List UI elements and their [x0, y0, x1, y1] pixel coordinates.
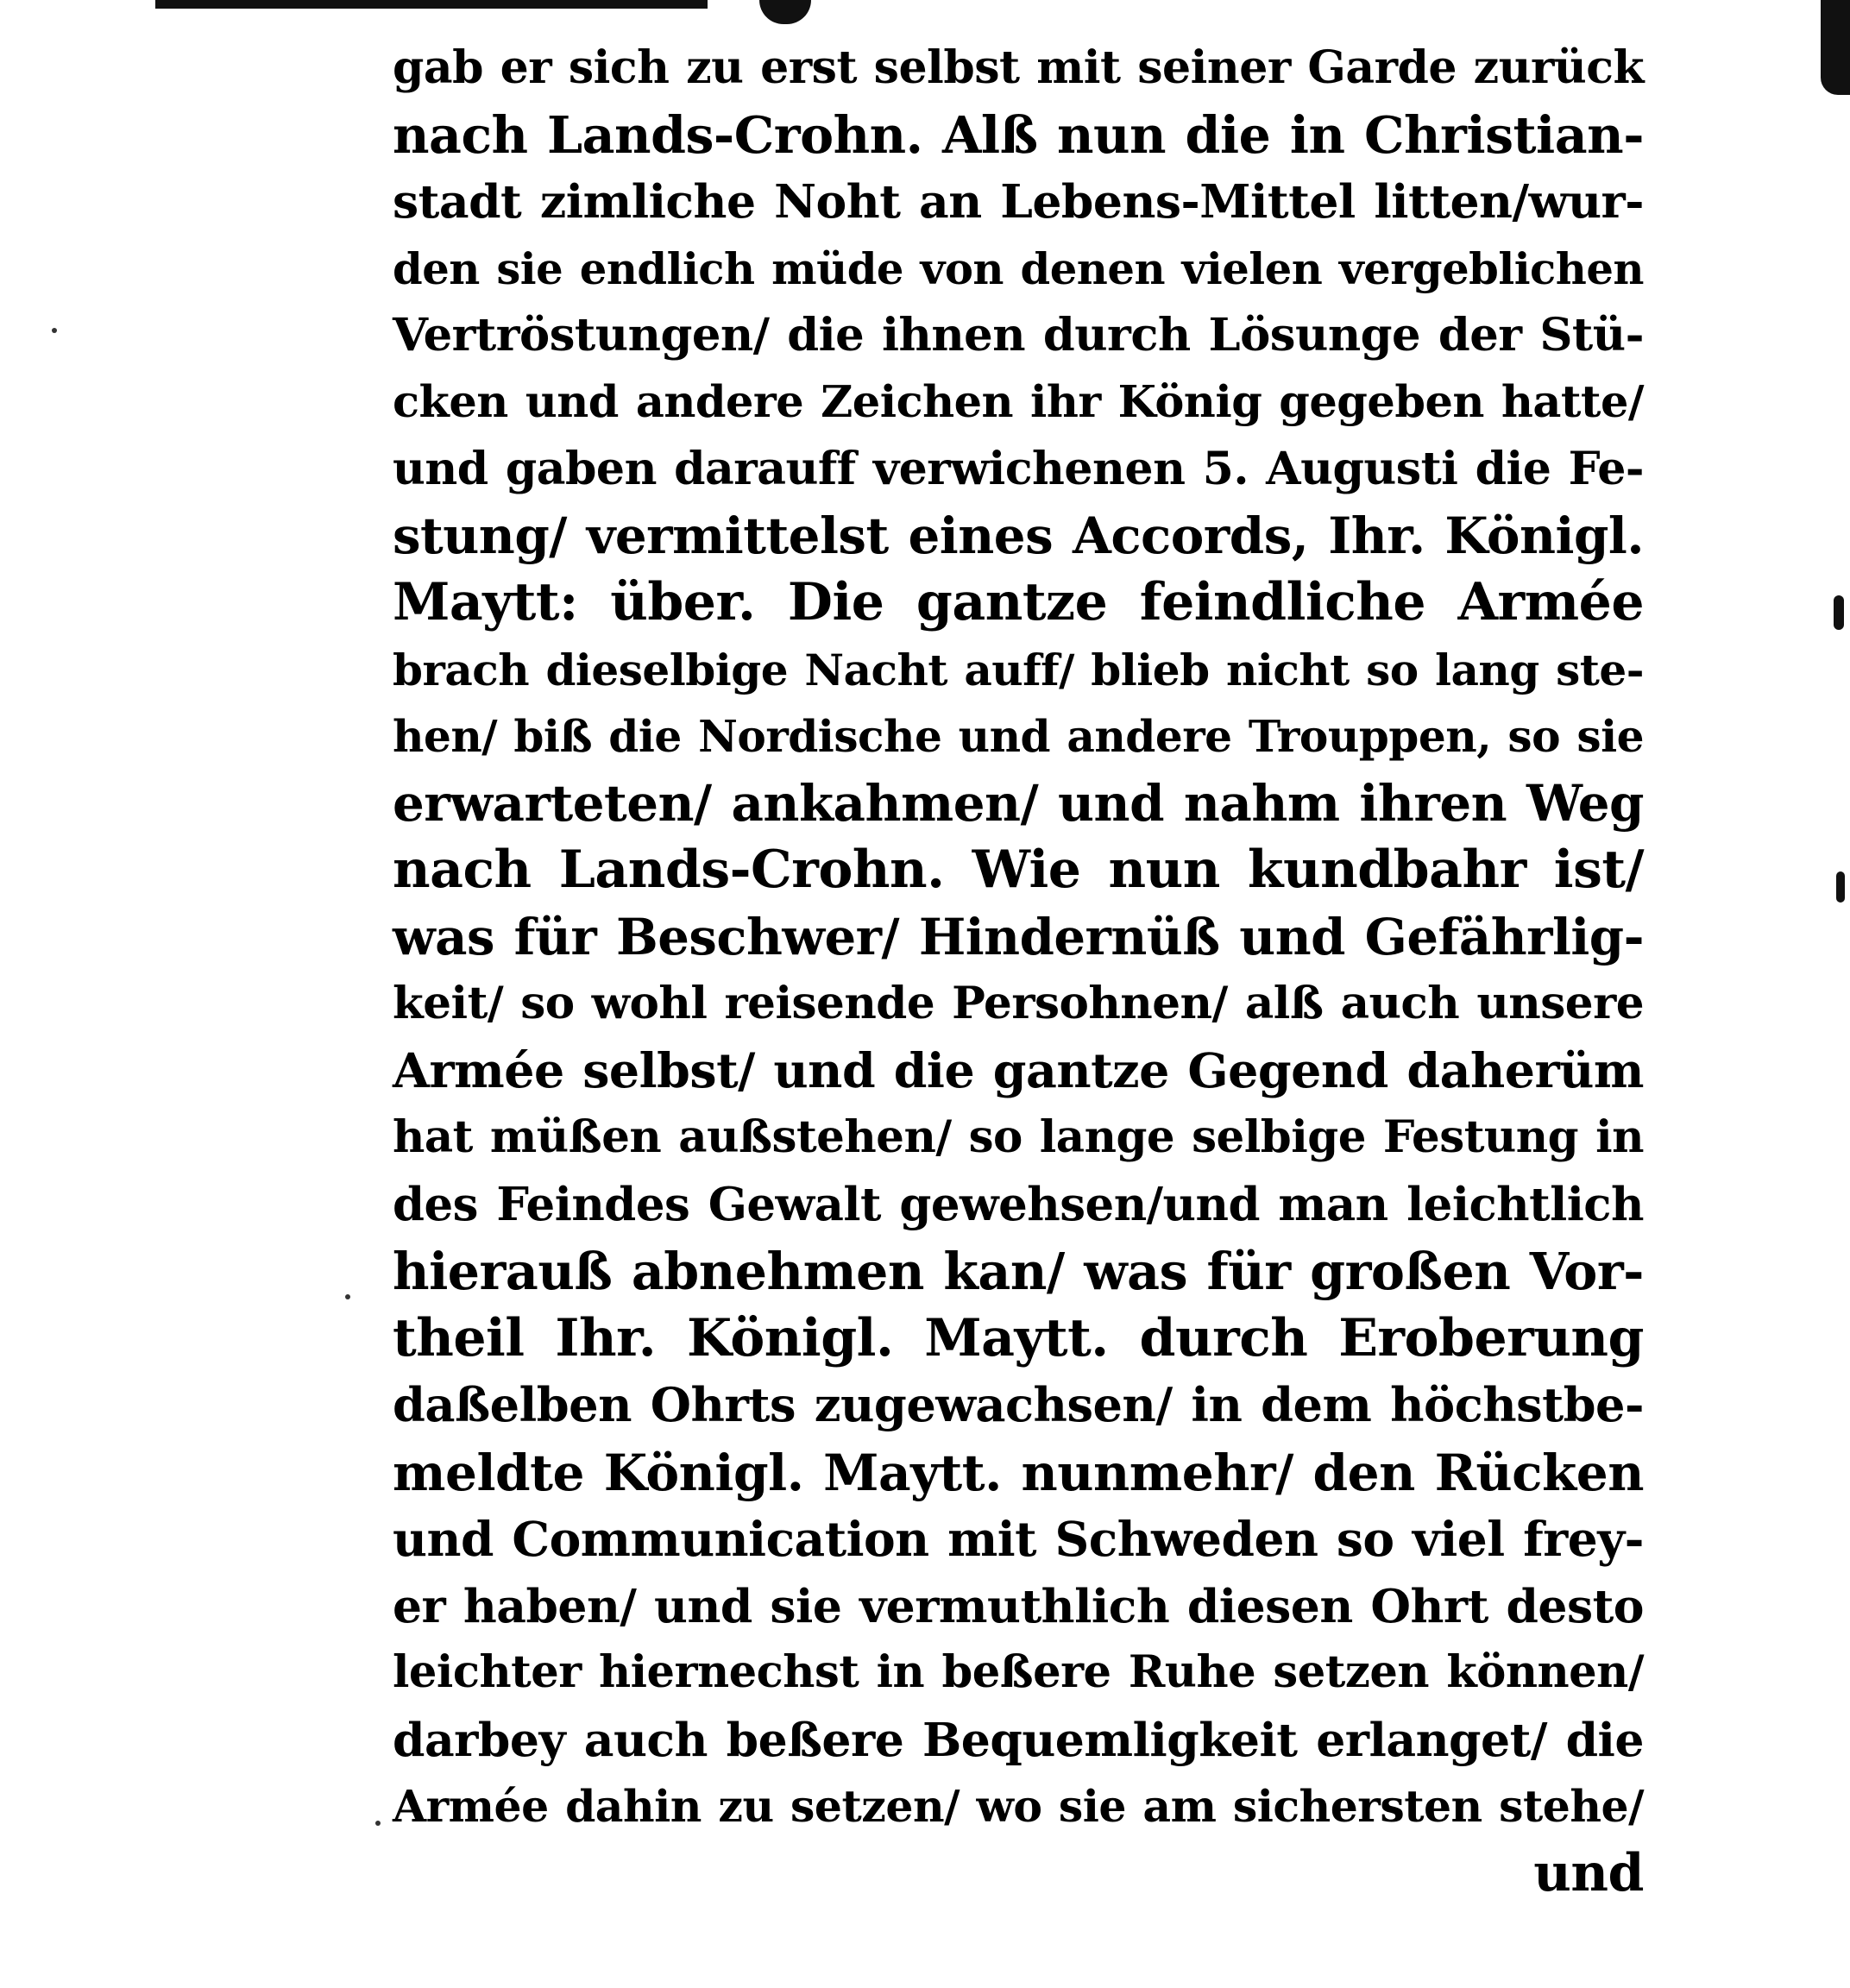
- text-line: darbey auch beßere Bequemligkeit erlanget/ die: [393, 1712, 1644, 1767]
- speck: [375, 1821, 381, 1826]
- text-line: meldte Königl. Maytt. nunmehr/ den Rücken: [393, 1442, 1644, 1502]
- catchword: und: [1533, 1842, 1644, 1903]
- text-line: theil Ihr. Königl. Maytt. durch Eroberung: [393, 1307, 1644, 1368]
- text-line: hierauß abnehmen kan/ was für großen Vor-: [393, 1242, 1644, 1301]
- right-edge-mark: [1834, 595, 1844, 630]
- text-line: und gaben darauff verwichenen 5. Augusti die Fe-: [393, 443, 1644, 495]
- text-line: Armée selbst/ und die gantze Gegend daherüm: [393, 1042, 1644, 1099]
- text-line: keit/ so wohl reisende Persohnen/ alß auch unsere: [393, 978, 1644, 1029]
- right-edge-mark: [1836, 871, 1845, 903]
- text-line: daßelben Ohrts zugewachsen/ in dem höchstbe-: [393, 1377, 1644, 1432]
- text-line: und Communication mit Schweden so viel frey-: [393, 1511, 1644, 1567]
- text-line: des Feindes Gewalt gewehsen/und man leichtlich: [393, 1177, 1644, 1231]
- text-line: Maytt: über. Die gantze feindliche Armée: [393, 572, 1644, 632]
- speck: [52, 328, 57, 333]
- top-rule-artifact: [155, 0, 708, 9]
- text-line: was für Beschwer/ Hindernüß und Gefährlig-: [393, 907, 1644, 966]
- text-line: Vertröstungen/ die ihnen durch Lösunge der Stü-: [393, 308, 1644, 362]
- right-edge-blot: [1821, 0, 1850, 95]
- text-line: hen/ biß die Nordische und andere Trouppen, so sie: [393, 711, 1644, 762]
- text-line: nach Lands-Crohn. Alß nun die in Christian-: [393, 104, 1644, 165]
- text-line: Armée dahin zu setzen/ wo sie am sichersten stehe/: [393, 1781, 1644, 1832]
- text-line: hat müßen außstehen/ so lange selbige Festung in: [393, 1111, 1644, 1163]
- text-line: nach Lands-Crohn. Wie nun kundbahr ist/: [393, 840, 1644, 900]
- top-ink-blot: [759, 0, 811, 24]
- text-line: erwarteten/ ankahmen/ und nahm ihren Weg: [393, 773, 1644, 833]
- text-line: den sie endlich müde von denen vielen vergeblichen: [393, 242, 1644, 294]
- text-line: brach dieselbige Nacht auff/ blieb nicht so lang ste-: [393, 644, 1644, 695]
- text-line: er haben/ und sie vermuthlich diesen Ohrt desto: [393, 1578, 1644, 1633]
- text-line: stadt zimliche Noht an Lebens-Mittel litten/wur-: [393, 174, 1644, 229]
- text-line: cken und andere Zeichen ihr König gegeben hatte/: [393, 375, 1644, 428]
- text-line: gab er sich zu erst selbst mit seiner Garde zurück: [393, 41, 1644, 94]
- text-line: leichter hiernechst in beßere Ruhe setzen können/: [393, 1646, 1644, 1698]
- text-line: stung/ vermittelst eines Accords, Ihr. Königl.: [393, 506, 1644, 565]
- body-text: [393, 35, 1644, 1907]
- speck: [345, 1294, 350, 1299]
